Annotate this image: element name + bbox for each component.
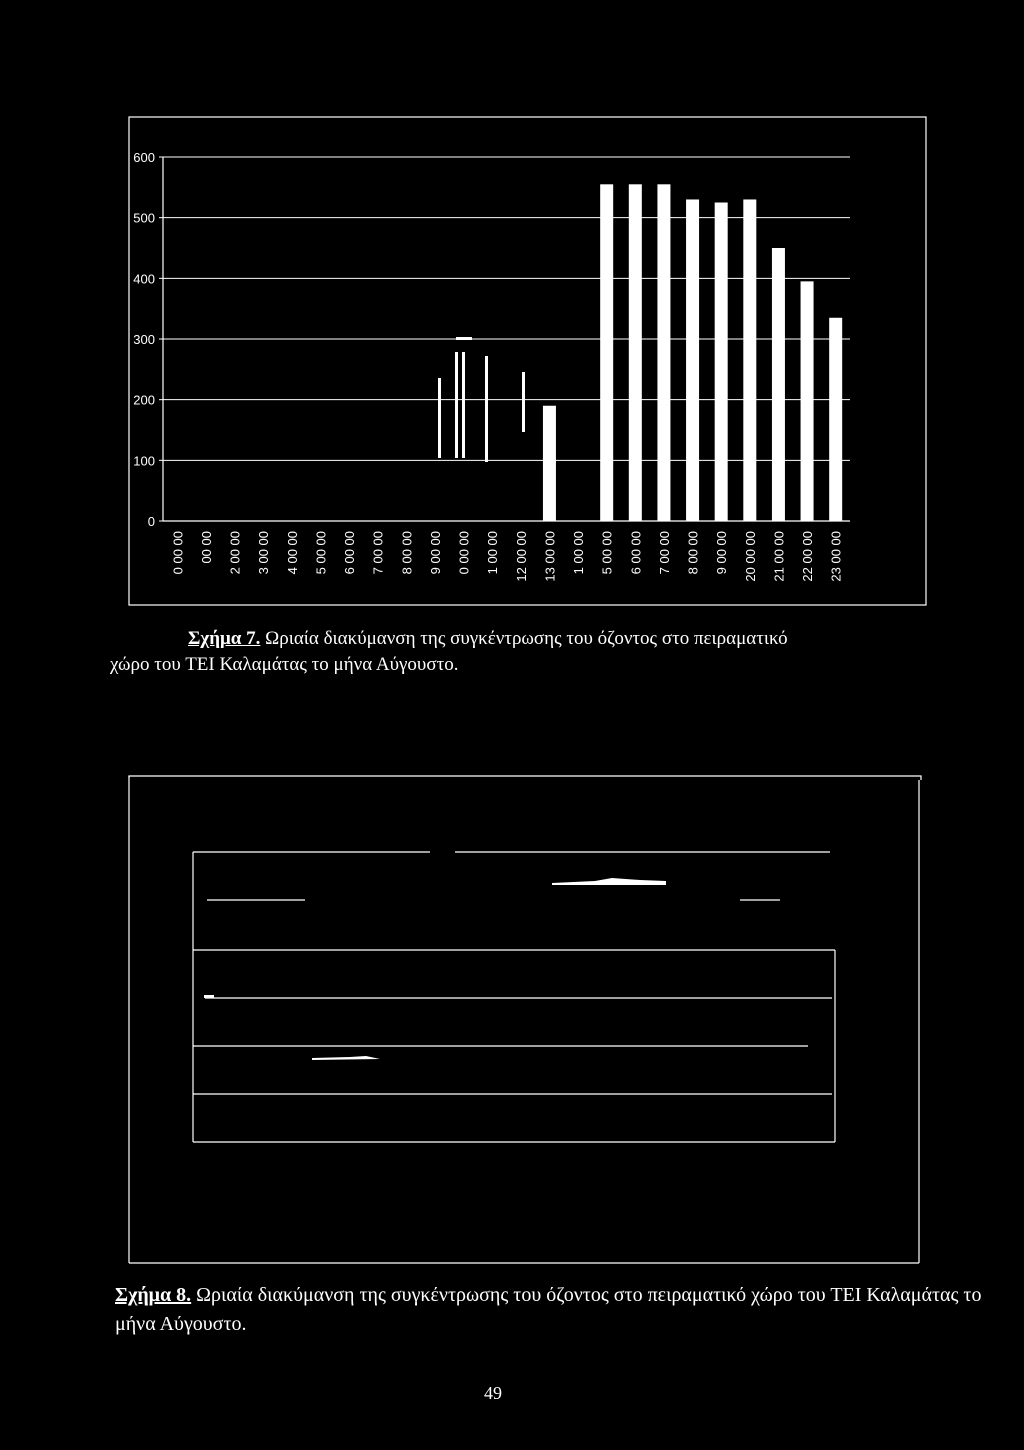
x-tick-label: 2 00 00 — [227, 531, 243, 575]
x-tick-label: 0 00 00 — [170, 531, 186, 575]
x-tick-label: 12 00 00 — [513, 531, 529, 582]
x-tick-label: 8 00 00 — [399, 531, 415, 575]
x-tick-label: 21 00 00 — [771, 531, 787, 582]
chart-frame-top — [129, 776, 921, 780]
x-tick-label: 5 00 00 — [599, 531, 615, 575]
page-number: 49 — [484, 1383, 502, 1403]
y-tick-label: 0 — [147, 514, 155, 529]
y-tick-label: 500 — [133, 210, 155, 226]
figure7-caption-label: Σχήμα 7. — [188, 628, 261, 649]
y-tick-label: 200 — [133, 392, 155, 408]
x-tick-label: 9 00 00 — [427, 531, 443, 575]
x-tick-label: 8 00 00 — [685, 531, 701, 575]
y-tick-label: 100 — [133, 453, 155, 469]
x-tick-label: 6 00 00 — [628, 531, 644, 575]
x-tick-label: 22 00 00 — [800, 531, 816, 582]
x-tick-label: 1 00 00 — [485, 531, 501, 575]
y-tick-label: 300 — [133, 332, 155, 347]
y-tick-label: 600 — [133, 150, 155, 165]
x-tick-label: 3 00 00 — [256, 531, 272, 575]
x-tick-label: 1 00 00 — [571, 531, 587, 575]
figure7-caption-line2: χώρο του ΤΕΙ Καλαμάτας το μήνα Αύγουστο. — [110, 654, 459, 675]
x-tick-label: 23 00 00 — [828, 531, 844, 582]
data-mark — [204, 995, 214, 998]
x-tick-label: 6 00 00 — [342, 531, 358, 575]
figure8-caption-label: Σχήμα 8. — [115, 1284, 192, 1306]
x-tick-label: 9 00 00 — [714, 531, 730, 575]
data-trace — [552, 878, 666, 885]
figure7-caption-line1: Ωριαία διακύμανση της συγκέντρωσης του όζοντος στο πειραματικό — [265, 628, 788, 649]
x-tick-label: 7 00 00 — [656, 531, 672, 575]
y-tick-label: 400 — [133, 271, 155, 287]
x-tick-label: 0 00 00 — [456, 531, 472, 575]
data-trace — [312, 1056, 380, 1060]
x-tick-label: 5 00 00 — [313, 531, 329, 575]
figure8-caption-text: Ωριαία διακύμανση της συγκέντρωσης του όζοντος στο πειραματικό χώρο του ΤΕΙ Καλαμάτας το μήνα Αύγουστο. — [115, 1284, 982, 1335]
figure8-caption — [115, 1281, 995, 1339]
x-tick-label: 13 00 00 — [542, 531, 558, 582]
x-tick-label: 20 00 00 — [742, 531, 758, 582]
x-tick-label: 4 00 00 — [284, 531, 300, 575]
x-tick-label: 7 00 00 — [370, 531, 386, 575]
x-tick-label: 00 00 — [198, 531, 214, 564]
